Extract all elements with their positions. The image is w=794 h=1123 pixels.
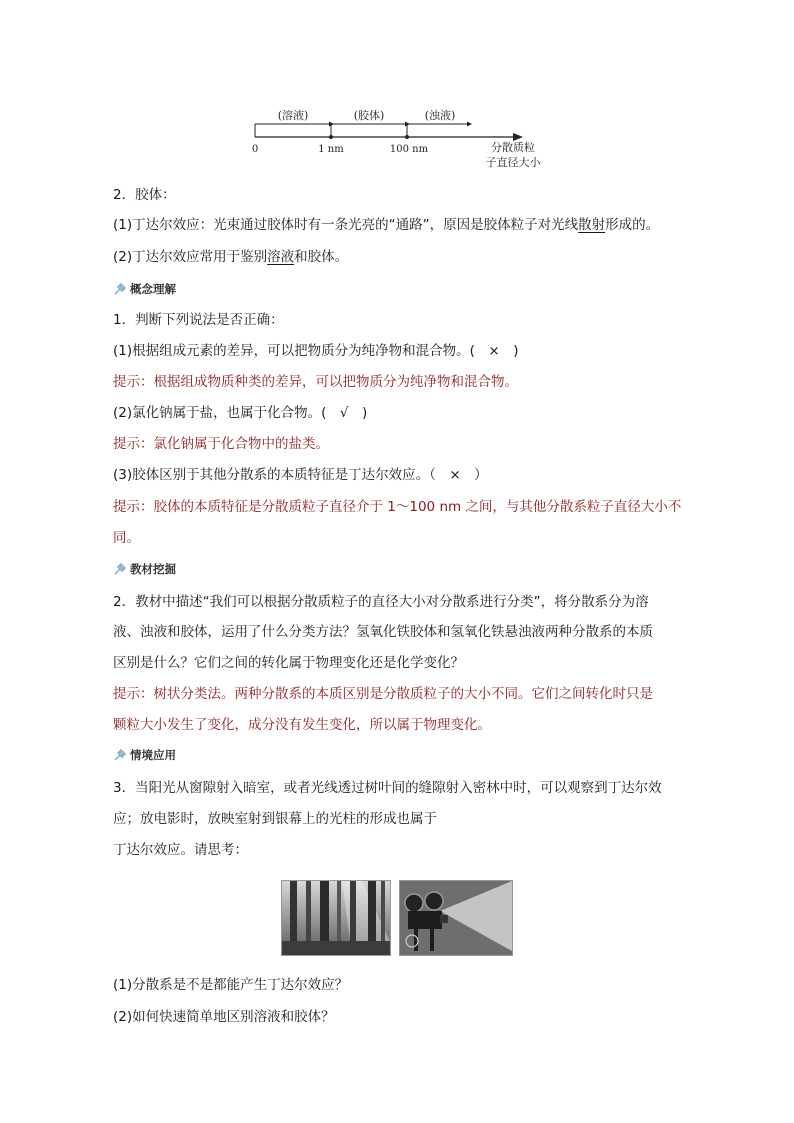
- colloid-point-1: (1)丁达尔效应：光束通过胶体时有一条光亮的“通路”，原因是胶体粒子对光线散射形成的。: [113, 217, 660, 233]
- q3-line-2: 应；放电影时，放映室射到银幕上的光柱的形成也属于: [113, 811, 437, 827]
- dispersion-axis-diagram: [245, 102, 545, 172]
- q2-line-2: 液、浊液和胶体，运用了什么分类方法？氢氧化铁胶体和氢氧化铁悬浊液两种分散系的本质: [113, 624, 653, 640]
- q1-hint-3-line1: 提示：胶体的本质特征是分散质粒子直径介于 1～100 nm 之间，与其他分散系粒子直径大小不: [113, 499, 682, 515]
- q3-line-1: 3．当阳光从窗隙射入暗室，或者光线透过树叶间的缝隙射入密林中时，可以观察到丁达尔效: [113, 780, 662, 796]
- q1-item-3: (3)胶体区别于其他分散系的本质特征是丁达尔效应。（ × ）: [113, 467, 488, 483]
- tick-1nm: 1 nm: [318, 144, 344, 155]
- q1-item-1: (1)根据组成元素的差异，可以把物质分为纯净物和混合物。( × ): [113, 343, 519, 359]
- q3-sub-question-1: (1)分散系是不是都能产生丁达尔效应？: [113, 977, 349, 993]
- q1-hint-1: 提示：根据组成物质种类的差异，可以把物质分为纯净物和混合物。: [113, 374, 518, 390]
- q2-hint-line-1: 提示：树状分类法。两种分散系的本质区别是分散质粒子的大小不同。它们之间转化时只是: [113, 686, 653, 702]
- underlined-solution: 溶液: [267, 249, 295, 265]
- colloid-point-2: (2)丁达尔效应常用于鉴别溶液和胶体。: [113, 249, 349, 265]
- q1-item-2: (2)氯化钠属于盐，也属于化合物。( √ ): [113, 405, 368, 421]
- axis-label-line2: 子直径大小: [485, 156, 541, 169]
- q1-hint-2: 提示：氯化钠属于化合物中的盐类。: [113, 436, 329, 452]
- segment-suspension: (浊液): [424, 109, 456, 122]
- q2-line-3: 区别是什么？它们之间的转化属于物理变化还是化学变化？: [113, 655, 464, 671]
- underlined-scattering: 散射: [578, 217, 606, 233]
- forest-light-photo: [281, 880, 391, 956]
- tick-0: 0: [251, 144, 259, 155]
- pin-icon: [113, 282, 127, 296]
- segment-solution: (溶液): [277, 109, 309, 122]
- tag-textbook-mining: 教材挖掘: [113, 561, 176, 577]
- segment-colloid: (胶体): [353, 109, 385, 122]
- q1-title: 1．判断下列说法是否正确：: [113, 312, 284, 328]
- q3-sub-question-2: (2)如何快速简单地区别溶液和胶体？: [113, 1009, 335, 1025]
- tag-context-application: 情境应用: [113, 747, 176, 763]
- q3-line-3: 丁达尔效应。请思考：: [113, 842, 248, 858]
- pin-icon: [113, 748, 127, 762]
- tag-concept-understanding: 概念理解: [113, 281, 176, 297]
- pin-icon: [113, 562, 127, 576]
- q2-line-1: 2．教材中描述“我们可以根据分散质粒子的直径大小对分散系进行分类”，将分散系分为溶: [113, 594, 649, 610]
- axis-label-line1: 分散质粒: [491, 141, 535, 154]
- section-title-colloid: 2．胶体：: [113, 187, 176, 203]
- film-projector-photo: [399, 880, 513, 956]
- tick-100nm: 100 nm: [389, 144, 429, 155]
- q2-hint-line-2: 颗粒大小发生了变化，成分没有发生变化，所以属于物理变化。: [113, 717, 491, 733]
- q1-hint-3-line2: 同。: [113, 530, 140, 546]
